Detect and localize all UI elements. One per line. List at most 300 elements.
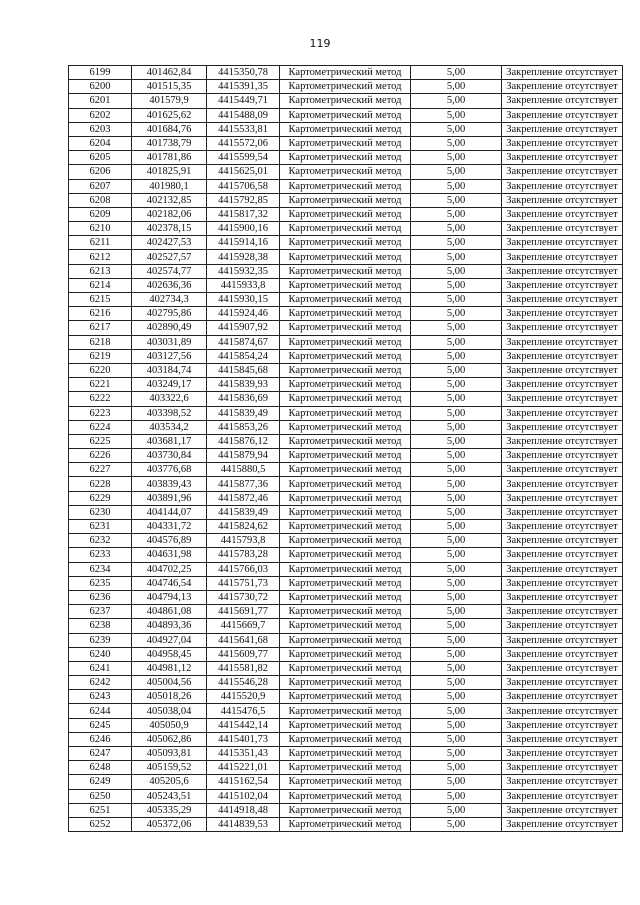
- y-coordinate-cell: 4415751,73: [207, 576, 280, 590]
- table-row: [69, 207, 623, 221]
- point-number-cell: 6201: [69, 94, 132, 108]
- x-coordinate-cell: 402427,53: [132, 236, 207, 250]
- point-number-cell: 6209: [69, 207, 132, 221]
- method-cell: Картометрический метод: [280, 363, 411, 377]
- accuracy-cell: 5,00: [411, 491, 502, 505]
- point-number-cell: 6203: [69, 122, 132, 136]
- method-cell: Картометрический метод: [280, 590, 411, 604]
- fixation-cell: Закрепление отсутствует: [502, 122, 623, 136]
- table-row: [69, 690, 623, 704]
- point-number-cell: 6229: [69, 491, 132, 505]
- x-coordinate-cell: 402574,77: [132, 264, 207, 278]
- y-coordinate-cell: 4415907,92: [207, 321, 280, 335]
- table-row: [69, 66, 623, 80]
- point-number-cell: 6212: [69, 250, 132, 264]
- accuracy-cell: 5,00: [411, 520, 502, 534]
- table-row: [69, 775, 623, 789]
- point-number-cell: 6233: [69, 548, 132, 562]
- accuracy-cell: 5,00: [411, 363, 502, 377]
- point-number-cell: 6252: [69, 817, 132, 831]
- method-cell: Картометрический метод: [280, 605, 411, 619]
- table-row: [69, 363, 623, 377]
- table-row: [69, 449, 623, 463]
- fixation-cell: Закрепление отсутствует: [502, 505, 623, 519]
- method-cell: Картометрический метод: [280, 278, 411, 292]
- x-coordinate-cell: 405050,9: [132, 718, 207, 732]
- y-coordinate-cell: 4415928,38: [207, 250, 280, 264]
- method-cell: Картометрический метод: [280, 704, 411, 718]
- accuracy-cell: 5,00: [411, 676, 502, 690]
- accuracy-cell: 5,00: [411, 775, 502, 789]
- table-row: [69, 761, 623, 775]
- accuracy-cell: 5,00: [411, 264, 502, 278]
- x-coordinate-cell: 402795,86: [132, 307, 207, 321]
- method-cell: Картометрический метод: [280, 222, 411, 236]
- fixation-cell: Закрепление отсутствует: [502, 747, 623, 761]
- table-row: [69, 151, 623, 165]
- point-number-cell: 6214: [69, 278, 132, 292]
- method-cell: Картометрический метод: [280, 576, 411, 590]
- fixation-cell: Закрепление отсутствует: [502, 477, 623, 491]
- table-row: [69, 562, 623, 576]
- method-cell: Картометрический метод: [280, 179, 411, 193]
- y-coordinate-cell: 4415476,5: [207, 704, 280, 718]
- method-cell: Картометрический метод: [280, 136, 411, 150]
- fixation-cell: Закрепление отсутствует: [502, 278, 623, 292]
- point-number-cell: 6243: [69, 690, 132, 704]
- method-cell: Картометрический метод: [280, 633, 411, 647]
- y-coordinate-cell: 4415706,58: [207, 179, 280, 193]
- accuracy-cell: 5,00: [411, 335, 502, 349]
- accuracy-cell: 5,00: [411, 647, 502, 661]
- fixation-cell: Закрепление отсутствует: [502, 619, 623, 633]
- fixation-cell: Закрепление отсутствует: [502, 264, 623, 278]
- table-row: [69, 94, 623, 108]
- method-cell: Картометрический метод: [280, 165, 411, 179]
- fixation-cell: Закрепление отсутствует: [502, 434, 623, 448]
- y-coordinate-cell: 4415691,77: [207, 605, 280, 619]
- method-cell: Картометрический метод: [280, 747, 411, 761]
- point-number-cell: 6202: [69, 108, 132, 122]
- table-row: [69, 817, 623, 831]
- y-coordinate-cell: 4415730,72: [207, 590, 280, 604]
- method-cell: Картометрический метод: [280, 761, 411, 775]
- accuracy-cell: 5,00: [411, 207, 502, 221]
- accuracy-cell: 5,00: [411, 392, 502, 406]
- fixation-cell: Закрепление отсутствует: [502, 676, 623, 690]
- accuracy-cell: 5,00: [411, 449, 502, 463]
- x-coordinate-cell: 403730,84: [132, 449, 207, 463]
- fixation-cell: Закрепление отсутствует: [502, 179, 623, 193]
- accuracy-cell: 5,00: [411, 222, 502, 236]
- fixation-cell: Закрепление отсутствует: [502, 789, 623, 803]
- y-coordinate-cell: 4415874,67: [207, 335, 280, 349]
- fixation-cell: Закрепление отсутствует: [502, 349, 623, 363]
- x-coordinate-cell: 403249,17: [132, 378, 207, 392]
- x-coordinate-cell: 402132,85: [132, 193, 207, 207]
- x-coordinate-cell: 402734,3: [132, 293, 207, 307]
- point-number-cell: 6242: [69, 676, 132, 690]
- y-coordinate-cell: 4415488,09: [207, 108, 280, 122]
- table-row: [69, 307, 623, 321]
- x-coordinate-cell: 401462,84: [132, 66, 207, 80]
- point-number-cell: 6216: [69, 307, 132, 321]
- fixation-cell: Закрепление отсутствует: [502, 222, 623, 236]
- x-coordinate-cell: 403534,2: [132, 420, 207, 434]
- x-coordinate-cell: 402378,15: [132, 222, 207, 236]
- accuracy-cell: 5,00: [411, 94, 502, 108]
- method-cell: Картометрический метод: [280, 534, 411, 548]
- x-coordinate-cell: 402527,57: [132, 250, 207, 264]
- table-row: [69, 278, 623, 292]
- y-coordinate-cell: 4415880,5: [207, 463, 280, 477]
- y-coordinate-cell: 4415872,46: [207, 491, 280, 505]
- point-number-cell: 6240: [69, 647, 132, 661]
- accuracy-cell: 5,00: [411, 747, 502, 761]
- fixation-cell: Закрепление отсутствует: [502, 590, 623, 604]
- accuracy-cell: 5,00: [411, 250, 502, 264]
- y-coordinate-cell: 4415914,16: [207, 236, 280, 250]
- method-cell: Картометрический метод: [280, 307, 411, 321]
- fixation-cell: Закрепление отсутствует: [502, 207, 623, 221]
- table-row: [69, 463, 623, 477]
- accuracy-cell: 5,00: [411, 562, 502, 576]
- point-number-cell: 6207: [69, 179, 132, 193]
- fixation-cell: Закрепление отсутствует: [502, 307, 623, 321]
- x-coordinate-cell: 405093,81: [132, 747, 207, 761]
- fixation-cell: Закрепление отсутствует: [502, 80, 623, 94]
- method-cell: Картометрический метод: [280, 378, 411, 392]
- y-coordinate-cell: 4415572,06: [207, 136, 280, 150]
- y-coordinate-cell: 4415625,01: [207, 165, 280, 179]
- table-row: [69, 222, 623, 236]
- fixation-cell: Закрепление отсутствует: [502, 165, 623, 179]
- accuracy-cell: 5,00: [411, 463, 502, 477]
- x-coordinate-cell: 401684,76: [132, 122, 207, 136]
- table-row: [69, 803, 623, 817]
- y-coordinate-cell: 4415877,36: [207, 477, 280, 491]
- y-coordinate-cell: 4415669,7: [207, 619, 280, 633]
- y-coordinate-cell: 4415900,16: [207, 222, 280, 236]
- method-cell: Картометрический метод: [280, 789, 411, 803]
- table-row: [69, 718, 623, 732]
- fixation-cell: Закрепление отсутствует: [502, 534, 623, 548]
- x-coordinate-cell: 404958,45: [132, 647, 207, 661]
- y-coordinate-cell: 4415442,14: [207, 718, 280, 732]
- accuracy-cell: 5,00: [411, 803, 502, 817]
- point-number-cell: 6225: [69, 434, 132, 448]
- fixation-cell: Закрепление отсутствует: [502, 420, 623, 434]
- y-coordinate-cell: 4415221,01: [207, 761, 280, 775]
- method-cell: Картометрический метод: [280, 463, 411, 477]
- fixation-cell: Закрепление отсутствует: [502, 392, 623, 406]
- table-row: [69, 477, 623, 491]
- accuracy-cell: 5,00: [411, 151, 502, 165]
- y-coordinate-cell: 4415853,26: [207, 420, 280, 434]
- x-coordinate-cell: 405205,6: [132, 775, 207, 789]
- accuracy-cell: 5,00: [411, 420, 502, 434]
- method-cell: Картометрический метод: [280, 548, 411, 562]
- y-coordinate-cell: 4415817,32: [207, 207, 280, 221]
- y-coordinate-cell: 4415932,35: [207, 264, 280, 278]
- method-cell: Картометрический метод: [280, 562, 411, 576]
- method-cell: Картометрический метод: [280, 817, 411, 831]
- point-number-cell: 6230: [69, 505, 132, 519]
- accuracy-cell: 5,00: [411, 505, 502, 519]
- method-cell: Картометрический метод: [280, 477, 411, 491]
- x-coordinate-cell: 404144,07: [132, 505, 207, 519]
- x-coordinate-cell: 401781,86: [132, 151, 207, 165]
- y-coordinate-cell: 4415391,35: [207, 80, 280, 94]
- y-coordinate-cell: 4415879,94: [207, 449, 280, 463]
- x-coordinate-cell: 403031,89: [132, 335, 207, 349]
- point-number-cell: 6236: [69, 590, 132, 604]
- accuracy-cell: 5,00: [411, 321, 502, 335]
- x-coordinate-cell: 403127,56: [132, 349, 207, 363]
- accuracy-cell: 5,00: [411, 193, 502, 207]
- fixation-cell: Закрепление отсутствует: [502, 108, 623, 122]
- method-cell: Картометрический метод: [280, 250, 411, 264]
- x-coordinate-cell: 401579,9: [132, 94, 207, 108]
- method-cell: Картометрический метод: [280, 505, 411, 519]
- method-cell: Картометрический метод: [280, 732, 411, 746]
- fixation-cell: Закрепление отсутствует: [502, 136, 623, 150]
- accuracy-cell: 5,00: [411, 236, 502, 250]
- y-coordinate-cell: 4415162,54: [207, 775, 280, 789]
- x-coordinate-cell: 404794,13: [132, 590, 207, 604]
- accuracy-cell: 5,00: [411, 661, 502, 675]
- x-coordinate-cell: 401980,1: [132, 179, 207, 193]
- table-row: [69, 179, 623, 193]
- fixation-cell: Закрепление отсутствует: [502, 491, 623, 505]
- x-coordinate-cell: 405038,04: [132, 704, 207, 718]
- table-row: [69, 293, 623, 307]
- point-number-cell: 6237: [69, 605, 132, 619]
- method-cell: Картометрический метод: [280, 207, 411, 221]
- fixation-cell: Закрепление отсутствует: [502, 548, 623, 562]
- x-coordinate-cell: 402636,36: [132, 278, 207, 292]
- point-number-cell: 6227: [69, 463, 132, 477]
- table-row: [69, 747, 623, 761]
- fixation-cell: Закрепление отсутствует: [502, 803, 623, 817]
- point-number-cell: 6228: [69, 477, 132, 491]
- fixation-cell: Закрепление отсутствует: [502, 605, 623, 619]
- table-row: [69, 420, 623, 434]
- fixation-cell: Закрепление отсутствует: [502, 406, 623, 420]
- x-coordinate-cell: 405062,86: [132, 732, 207, 746]
- x-coordinate-cell: 405159,52: [132, 761, 207, 775]
- fixation-cell: Закрепление отсутствует: [502, 817, 623, 831]
- y-coordinate-cell: 4415933,8: [207, 278, 280, 292]
- fixation-cell: Закрепление отсутствует: [502, 151, 623, 165]
- accuracy-cell: 5,00: [411, 605, 502, 619]
- point-number-cell: 6232: [69, 534, 132, 548]
- table-row: [69, 548, 623, 562]
- fixation-cell: Закрепление отсутствует: [502, 633, 623, 647]
- fixation-cell: Закрепление отсутствует: [502, 647, 623, 661]
- method-cell: Картометрический метод: [280, 335, 411, 349]
- y-coordinate-cell: 4415351,43: [207, 747, 280, 761]
- x-coordinate-cell: 403839,43: [132, 477, 207, 491]
- point-number-cell: 6208: [69, 193, 132, 207]
- y-coordinate-cell: 4415930,15: [207, 293, 280, 307]
- point-number-cell: 6249: [69, 775, 132, 789]
- accuracy-cell: 5,00: [411, 534, 502, 548]
- accuracy-cell: 5,00: [411, 349, 502, 363]
- x-coordinate-cell: 405243,51: [132, 789, 207, 803]
- point-number-cell: 6220: [69, 363, 132, 377]
- y-coordinate-cell: 4414918,48: [207, 803, 280, 817]
- accuracy-cell: 5,00: [411, 136, 502, 150]
- x-coordinate-cell: 403184,74: [132, 363, 207, 377]
- method-cell: Картометрический метод: [280, 449, 411, 463]
- point-number-cell: 6239: [69, 633, 132, 647]
- method-cell: Картометрический метод: [280, 108, 411, 122]
- x-coordinate-cell: 401515,35: [132, 80, 207, 94]
- table-row: [69, 534, 623, 548]
- fixation-cell: Закрепление отсутствует: [502, 94, 623, 108]
- accuracy-cell: 5,00: [411, 619, 502, 633]
- point-number-cell: 6223: [69, 406, 132, 420]
- method-cell: Картометрический метод: [280, 80, 411, 94]
- method-cell: Картометрический метод: [280, 392, 411, 406]
- y-coordinate-cell: 4415836,69: [207, 392, 280, 406]
- fixation-cell: Закрепление отсутствует: [502, 704, 623, 718]
- accuracy-cell: 5,00: [411, 108, 502, 122]
- fixation-cell: Закрепление отсутствует: [502, 363, 623, 377]
- fixation-cell: Закрепление отсутствует: [502, 690, 623, 704]
- point-number-cell: 6215: [69, 293, 132, 307]
- point-number-cell: 6222: [69, 392, 132, 406]
- x-coordinate-cell: 404927,04: [132, 633, 207, 647]
- y-coordinate-cell: 4415845,68: [207, 363, 280, 377]
- table-row: [69, 619, 623, 633]
- accuracy-cell: 5,00: [411, 406, 502, 420]
- accuracy-cell: 5,00: [411, 165, 502, 179]
- fixation-cell: Закрепление отсутствует: [502, 562, 623, 576]
- fixation-cell: Закрепление отсутствует: [502, 335, 623, 349]
- method-cell: Картометрический метод: [280, 647, 411, 661]
- point-number-cell: 6251: [69, 803, 132, 817]
- y-coordinate-cell: 4415793,8: [207, 534, 280, 548]
- x-coordinate-cell: 405335,29: [132, 803, 207, 817]
- point-number-cell: 6244: [69, 704, 132, 718]
- x-coordinate-cell: 405372,06: [132, 817, 207, 831]
- x-coordinate-cell: 403891,96: [132, 491, 207, 505]
- fixation-cell: Закрепление отсутствует: [502, 378, 623, 392]
- table-row: [69, 590, 623, 604]
- fixation-cell: Закрепление отсутствует: [502, 718, 623, 732]
- y-coordinate-cell: 4415599,54: [207, 151, 280, 165]
- point-number-cell: 6238: [69, 619, 132, 633]
- y-coordinate-cell: 4415350,78: [207, 66, 280, 80]
- point-number-cell: 6211: [69, 236, 132, 250]
- table-row: [69, 236, 623, 250]
- point-number-cell: 6246: [69, 732, 132, 746]
- table-row: [69, 250, 623, 264]
- table-row: [69, 576, 623, 590]
- x-coordinate-cell: 403322,6: [132, 392, 207, 406]
- point-number-cell: 6224: [69, 420, 132, 434]
- fixation-cell: Закрепление отсутствует: [502, 321, 623, 335]
- x-coordinate-cell: 404981,12: [132, 661, 207, 675]
- fixation-cell: Закрепление отсутствует: [502, 761, 623, 775]
- method-cell: Картометрический метод: [280, 406, 411, 420]
- method-cell: Картометрический метод: [280, 349, 411, 363]
- method-cell: Картометрический метод: [280, 193, 411, 207]
- y-coordinate-cell: 4415839,49: [207, 505, 280, 519]
- accuracy-cell: 5,00: [411, 378, 502, 392]
- accuracy-cell: 5,00: [411, 817, 502, 831]
- point-number-cell: 6204: [69, 136, 132, 150]
- point-number-cell: 6234: [69, 562, 132, 576]
- fixation-cell: Закрепление отсутствует: [502, 193, 623, 207]
- y-coordinate-cell: 4415609,77: [207, 647, 280, 661]
- accuracy-cell: 5,00: [411, 80, 502, 94]
- point-number-cell: 6199: [69, 66, 132, 80]
- table-row: [69, 633, 623, 647]
- method-cell: Картометрический метод: [280, 236, 411, 250]
- x-coordinate-cell: 404746,54: [132, 576, 207, 590]
- x-coordinate-cell: 404576,89: [132, 534, 207, 548]
- accuracy-cell: 5,00: [411, 590, 502, 604]
- accuracy-cell: 5,00: [411, 732, 502, 746]
- x-coordinate-cell: 405004,56: [132, 676, 207, 690]
- accuracy-cell: 5,00: [411, 278, 502, 292]
- table-row: [69, 378, 623, 392]
- fixation-cell: Закрепление отсутствует: [502, 520, 623, 534]
- accuracy-cell: 5,00: [411, 477, 502, 491]
- table-row: [69, 676, 623, 690]
- x-coordinate-cell: 403398,52: [132, 406, 207, 420]
- page-number: 119: [309, 37, 331, 50]
- accuracy-cell: 5,00: [411, 293, 502, 307]
- method-cell: Картометрический метод: [280, 264, 411, 278]
- point-number-cell: 6206: [69, 165, 132, 179]
- point-number-cell: 6226: [69, 449, 132, 463]
- method-cell: Картометрический метод: [280, 690, 411, 704]
- y-coordinate-cell: 4415924,46: [207, 307, 280, 321]
- point-number-cell: 6235: [69, 576, 132, 590]
- fixation-cell: Закрепление отсутствует: [502, 775, 623, 789]
- table-row: [69, 392, 623, 406]
- y-coordinate-cell: 4414839,53: [207, 817, 280, 831]
- x-coordinate-cell: 403776,68: [132, 463, 207, 477]
- point-number-cell: 6231: [69, 520, 132, 534]
- table-row: [69, 647, 623, 661]
- table-row: [69, 136, 623, 150]
- y-coordinate-cell: 4415102,04: [207, 789, 280, 803]
- table-row: [69, 505, 623, 519]
- point-number-cell: 6213: [69, 264, 132, 278]
- table-row: [69, 491, 623, 505]
- table-row: [69, 605, 623, 619]
- point-number-cell: 6250: [69, 789, 132, 803]
- x-coordinate-cell: 402890,49: [132, 321, 207, 335]
- table-row: [69, 335, 623, 349]
- accuracy-cell: 5,00: [411, 718, 502, 732]
- x-coordinate-cell: 405018,26: [132, 690, 207, 704]
- point-number-cell: 6217: [69, 321, 132, 335]
- y-coordinate-cell: 4415876,12: [207, 434, 280, 448]
- y-coordinate-cell: 4415641,68: [207, 633, 280, 647]
- fixation-cell: Закрепление отсутствует: [502, 661, 623, 675]
- x-coordinate-cell: 401738,79: [132, 136, 207, 150]
- x-coordinate-cell: 403681,17: [132, 434, 207, 448]
- y-coordinate-cell: 4415520,9: [207, 690, 280, 704]
- y-coordinate-cell: 4415449,71: [207, 94, 280, 108]
- accuracy-cell: 5,00: [411, 789, 502, 803]
